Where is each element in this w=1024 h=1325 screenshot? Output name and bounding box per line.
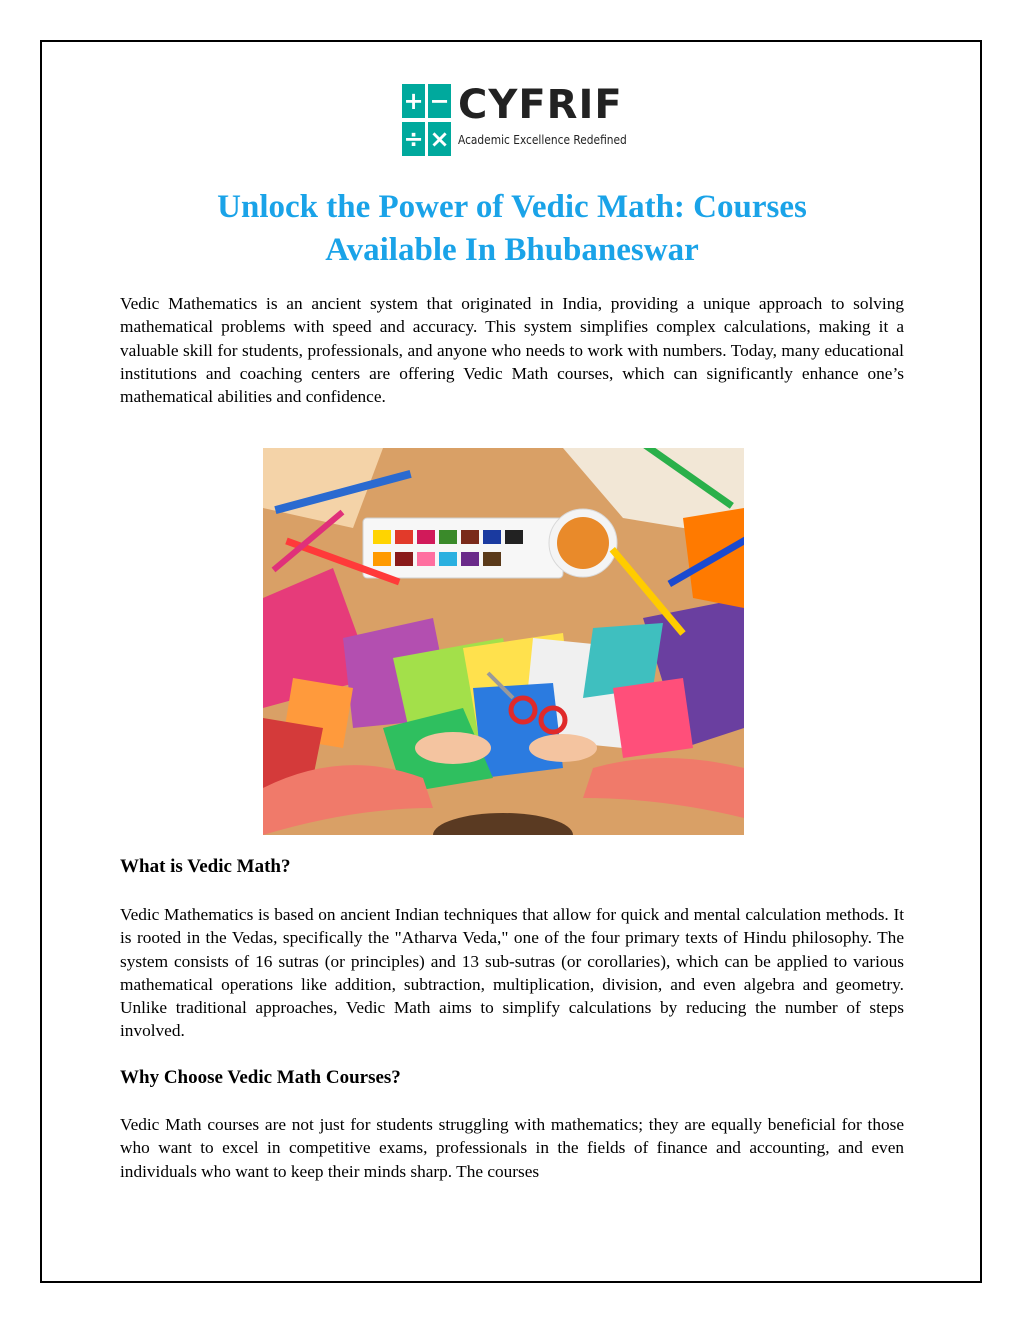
plus-icon: + [402, 84, 425, 118]
divide-icon: ÷ [402, 122, 425, 156]
logo-wordmark: CYFRIF [458, 82, 623, 128]
section-body-what-is-vedic-math: Vedic Mathematics is based on ancient Indian techniques that allow for quick and mental calculation methods. It is rooted in the Vedas, specifically the "Atharva Veda," one of the four primary texts of Hindu philosophy. The system consists of 16 sutras (or principles) and 13 sub-sutras (or corollaries), which can be applied to various mathematical operations like addition, subtraction, multiplication, division, and even algebra and geometry. Unlike traditional approaches, Vedic Math aims to simplify calculations by reducing the number of steps involved. [120, 905, 904, 1041]
math-symbols-logo-icon [402, 84, 452, 156]
section-heading-what-is-vedic-math: What is Vedic Math? [120, 856, 291, 877]
section-body-why-choose: Vedic Math courses are not just for students struggling with mathematics; they are equally beneficial for those who want to excel in competitive exams, professionals in the fields of finance and accounting, and even individuals who want to keep their minds sharp. The courses [120, 1115, 904, 1181]
minus-icon: − [428, 84, 451, 118]
intro-paragraph: Vedic Mathematics is an ancient system that originated in India, providing a unique approach to solving mathematical problems with speed and accuracy. This system simplifies complex calculations, making it a valuable skill for students, professionals, and anyone who needs to work with numbers. Today, many educational institutions and coaching centers are offering Vedic Math courses, which can significantly enhance one’s mathematical abilities and confidence. [120, 294, 904, 407]
cyfrif-logo [402, 84, 634, 158]
section-heading-why-choose: Why Choose Vedic Math Courses? [120, 1067, 401, 1088]
logo-tagline: Academic Excellence Redefined [458, 132, 627, 147]
page-title-line-2: Available In Bhubaneswar [325, 232, 699, 268]
page-title [120, 186, 904, 272]
multiply-icon: × [428, 122, 451, 156]
art-supplies-illustration [263, 448, 744, 835]
art-supplies-photo [263, 448, 744, 835]
page-title-line-1: Unlock the Power of Vedic Math: Courses [217, 189, 807, 225]
